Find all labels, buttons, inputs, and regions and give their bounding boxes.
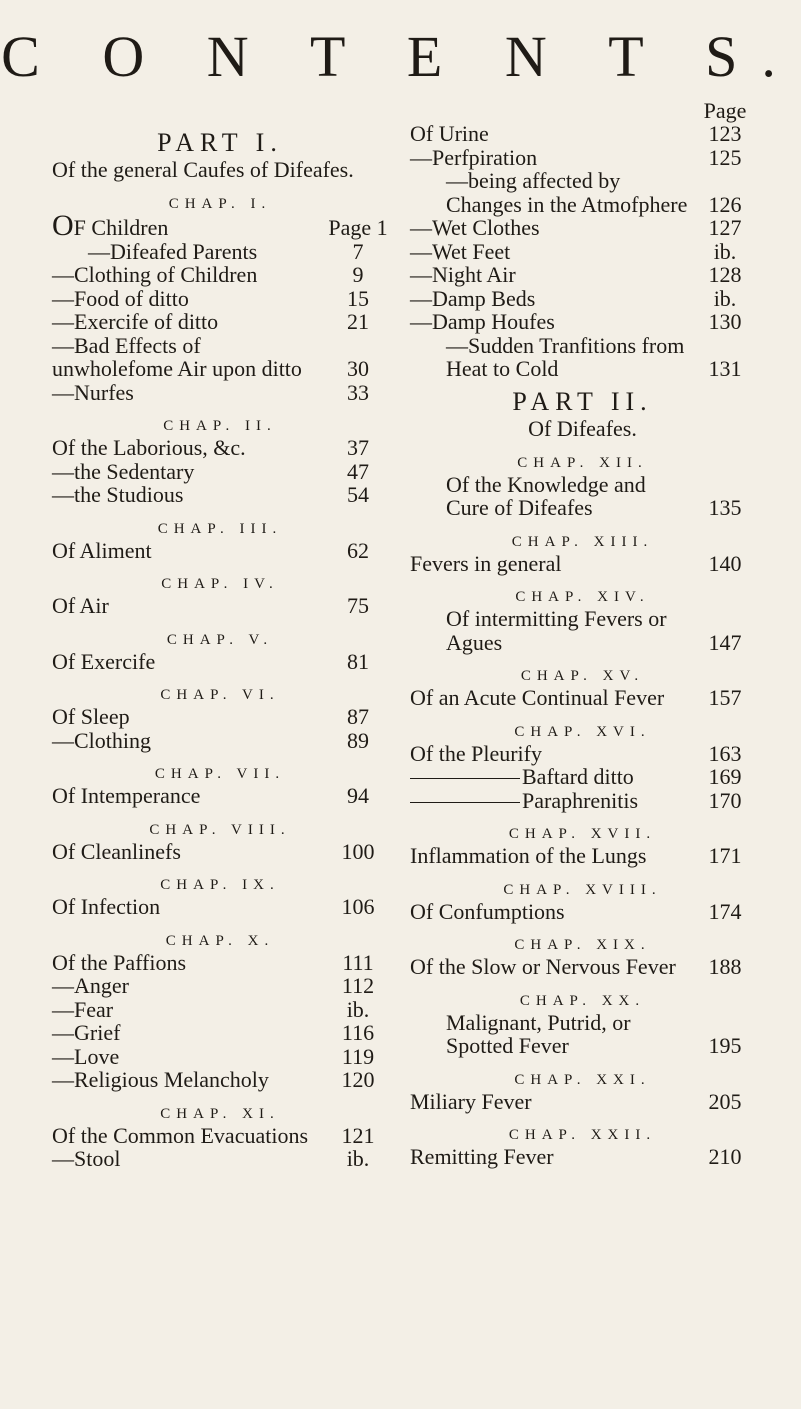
chapter-heading: CHAP. IX. [160,877,280,893]
entry-page-number: 33 [347,379,369,405]
entry-title: —Grief [52,1020,121,1045]
part-heading: PART II. [512,386,653,416]
entry-page-number: Page 1 [328,215,388,240]
entry-page-number: 54 [347,482,369,507]
toc-entry [52,729,388,753]
toc-entry [410,552,755,576]
entry-title: Of an Acute Continual Fever [410,685,665,710]
entry-page-number: 210 [708,1144,742,1169]
entry-title: —being affected by Changes in the Atmofphere [446,168,688,217]
entry-page-number: 127 [708,215,742,240]
entry-title: —Perfpiration [410,144,538,170]
entry-page-number: 47 [347,458,369,484]
toc-entry [52,263,388,287]
entry-page-number: 87 [347,704,369,729]
toc-entry [52,784,388,808]
entry-page-number: 130 [708,309,742,334]
entry-title: Of intermitting Fevers or Agues [446,606,667,655]
toc-entry [52,310,388,334]
right-column [410,97,755,1169]
entry-page-number: ib. [346,996,370,1022]
entry-title: Of the Knowledge and Cure of Difeafes [446,471,646,520]
entry-title: Inflammation of the Lungs [410,843,647,868]
entry-title: Of Aliment [52,537,152,563]
toc-entry [410,146,755,170]
toc-entry [410,607,755,654]
entry-page-number: 15 [347,285,369,311]
entry-title: Of Urine [410,121,489,146]
toc-entry [52,840,388,864]
entry-page-number: ib. [346,1146,370,1171]
entry-page-number: Page 123 [703,97,747,146]
entry-page-number: 120 [341,1067,375,1092]
toc-entry [410,169,755,216]
chapter-heading: CHAP. XVI. [514,723,651,740]
chapter-heading: CHAP. VII. [154,766,286,782]
toc-entry [410,97,755,146]
chapter-heading: CHAP. XIX. [514,937,651,953]
entry-page-number: 106 [341,894,375,919]
toc-entry [410,240,755,264]
entry-page-number: 171 [708,843,742,868]
entry-title: Of the Paffions [52,949,187,975]
contents-title: C O N T E N T S. [1,24,800,89]
entry-title: Of Intemperance [52,783,201,808]
toc-entry [52,1021,388,1045]
entry-title: —Anger [52,973,129,998]
entry-title: Paraphrenitis [410,789,755,813]
toc-entry [52,998,388,1022]
entry-title: Of the Pleurify [410,740,542,766]
toc-entry [52,594,388,618]
entry-page-number: ib. [713,285,737,311]
entry-page-number: 157 [708,685,742,710]
chapter-heading: CHAP. II. [163,418,277,434]
entry-page-number: 9 [352,262,364,287]
entry-title: —Food of ditto [52,285,189,311]
chapter-heading: CHAP. XXI. [514,1071,651,1088]
entry-title: Of Exercife [52,648,156,674]
toc-entry [52,334,388,381]
entry-page-number: 75 [347,593,369,618]
toc-entry [410,473,755,520]
toc-entry [410,1145,755,1169]
entry-title: Remitting Fever [410,1144,554,1169]
entry-page-number: 147 [708,629,742,655]
toc-entry [410,844,755,868]
entry-title: Baftard ditto [410,765,755,789]
entry-title: —Night Air [410,262,516,287]
entry-page-number: 94 [347,783,369,808]
toc-entry [52,240,388,264]
chapter-heading: CHAP. III. [157,520,283,537]
entry-page-number: 100 [341,838,375,864]
entry-page-number: 116 [341,1020,375,1045]
toc-entry [52,460,388,484]
entry-page-number: 111 [342,949,374,975]
toc-entry [410,263,755,287]
entry-title: —Fear [52,996,114,1022]
toc-entry [410,742,755,766]
toc-entry [52,1045,388,1069]
toc-entry [410,1090,755,1114]
entry-title: —Clothing of Children [52,262,258,287]
toc-entry [410,310,755,334]
entry-title: Malignant, Putrid, or Spotted Fever [446,1009,631,1058]
part-heading: PART I. [157,128,283,157]
entry-page-number: 174 [708,898,742,924]
chapter-heading: CHAP. XXII. [508,1127,657,1143]
toc-entry [52,209,388,242]
entry-title: —Clothing [52,727,152,753]
entry-page-number: 112 [341,973,375,998]
chapter-heading: CHAP. VIII. [149,821,291,838]
entry-page-number: 119 [341,1043,375,1069]
entry-title: Fevers in general [410,550,562,576]
entry-page-number: 205 [708,1088,742,1114]
toc-entry [52,287,388,311]
left-column [52,122,388,1171]
chapter-heading: CHAP. IV. [161,576,279,592]
entry-page-number: 89 [347,727,369,753]
entry-title: Of Infection [52,894,161,919]
entry-page-number: 121 [341,1122,375,1148]
chapter-heading: CHAP. XX. [519,992,646,1009]
toc-entry [410,789,755,813]
entry-page-number: 131 [708,356,742,381]
toc-entry [410,900,755,924]
toc-entry [52,951,388,975]
entry-title: —Love [52,1043,120,1069]
entry-page-number: 81 [347,648,369,674]
entry-title: —Exercife of ditto [52,309,219,334]
entry-page-number: 62 [347,537,369,563]
entry-page-number: 195 [708,1033,742,1058]
entry-page-number: 126 [708,191,742,217]
section-heading: Of the general Caufes of Difeafes. [52,157,354,182]
toc-entry [52,483,388,507]
entry-page-number: 30 [347,356,369,381]
entry-page-number: 163 [708,740,742,766]
chapter-heading: CHAP. XV. [520,668,645,684]
entry-title: —Nurfes [52,379,134,405]
entry-page-number: 128 [708,262,742,287]
toc-entry [52,1124,388,1148]
entry-title: Of the Common Evacuations [52,1122,309,1148]
entry-title: —Stool [52,1146,121,1171]
entry-title: —Religious Melancholy [52,1067,269,1092]
entry-title: —Damp Beds [410,285,536,311]
toc-entry [52,381,388,405]
entry-title: —the Sedentary [52,458,195,484]
entry-title: —Bad Effects of unwholefome Air upon ditto [52,332,302,381]
toc-entry [52,1147,388,1171]
toc-entry [52,705,388,729]
toc-entry [410,1011,755,1058]
entry-title: Of Air [52,593,109,618]
entry-title: Miliary Fever [410,1088,532,1114]
toc-entry [52,974,388,998]
entry-page-number: 169 [708,764,742,789]
chapter-heading: CHAP. X. [165,932,275,949]
toc-entry [52,1068,388,1092]
toc-entry [410,334,755,381]
toc-entry [410,765,755,789]
chapter-heading: CHAP. XI. [160,1105,280,1122]
chapter-heading: CHAP. XIII. [511,533,654,550]
entry-page-number: 170 [708,787,742,813]
entry-page-number: 125 [708,144,742,170]
entry-title: —Sudden Tranfitions from Heat to Cold [446,332,685,381]
entry-page-number: 135 [708,495,742,520]
toc-entry [52,436,388,460]
toc-entry [410,216,755,240]
entry-title: —Damp Houfes [410,309,555,334]
toc-entry [52,650,388,674]
entry-page-number: 140 [708,550,742,576]
entry-title: —Difeafed Parents [88,238,258,264]
entry-page-number: 7 [352,238,364,264]
chapter-heading: CHAP. XII. [517,454,648,471]
entry-page-number: 37 [347,435,369,460]
entry-title: —Wet Clothes [410,215,540,240]
chapter-heading: CHAP. VI. [160,687,280,703]
entry-title: Of the Laborious, &c. [52,435,246,460]
entry-title: OF Children [52,209,169,242]
toc-entry [52,539,388,563]
toc-entry [52,895,388,919]
entry-title: Of Cleanlinefs [52,838,181,864]
chapter-heading: CHAP. XVIII. [503,881,662,898]
entry-title: —the Studious [52,482,184,507]
entry-title: —Wet Feet [410,238,511,264]
chapter-heading: CHAP. I. [168,196,272,212]
entry-page-number: ib. [713,238,737,264]
chapter-heading: CHAP. XIV. [515,589,650,605]
entry-title: Of the Slow or Nervous Fever [410,954,676,979]
entry-title: Of Sleep [52,704,130,729]
toc-entry [410,686,755,710]
section-heading: Of Difeafes. [528,415,637,441]
entry-page-number: 188 [708,954,742,979]
chapter-heading: CHAP. XVII. [508,826,657,842]
toc-entry [410,955,755,979]
chapter-heading: CHAP. V. [166,631,274,648]
toc-entry [410,287,755,311]
entry-title: Of Confumptions [410,898,565,924]
entry-page-number: 21 [347,309,369,334]
